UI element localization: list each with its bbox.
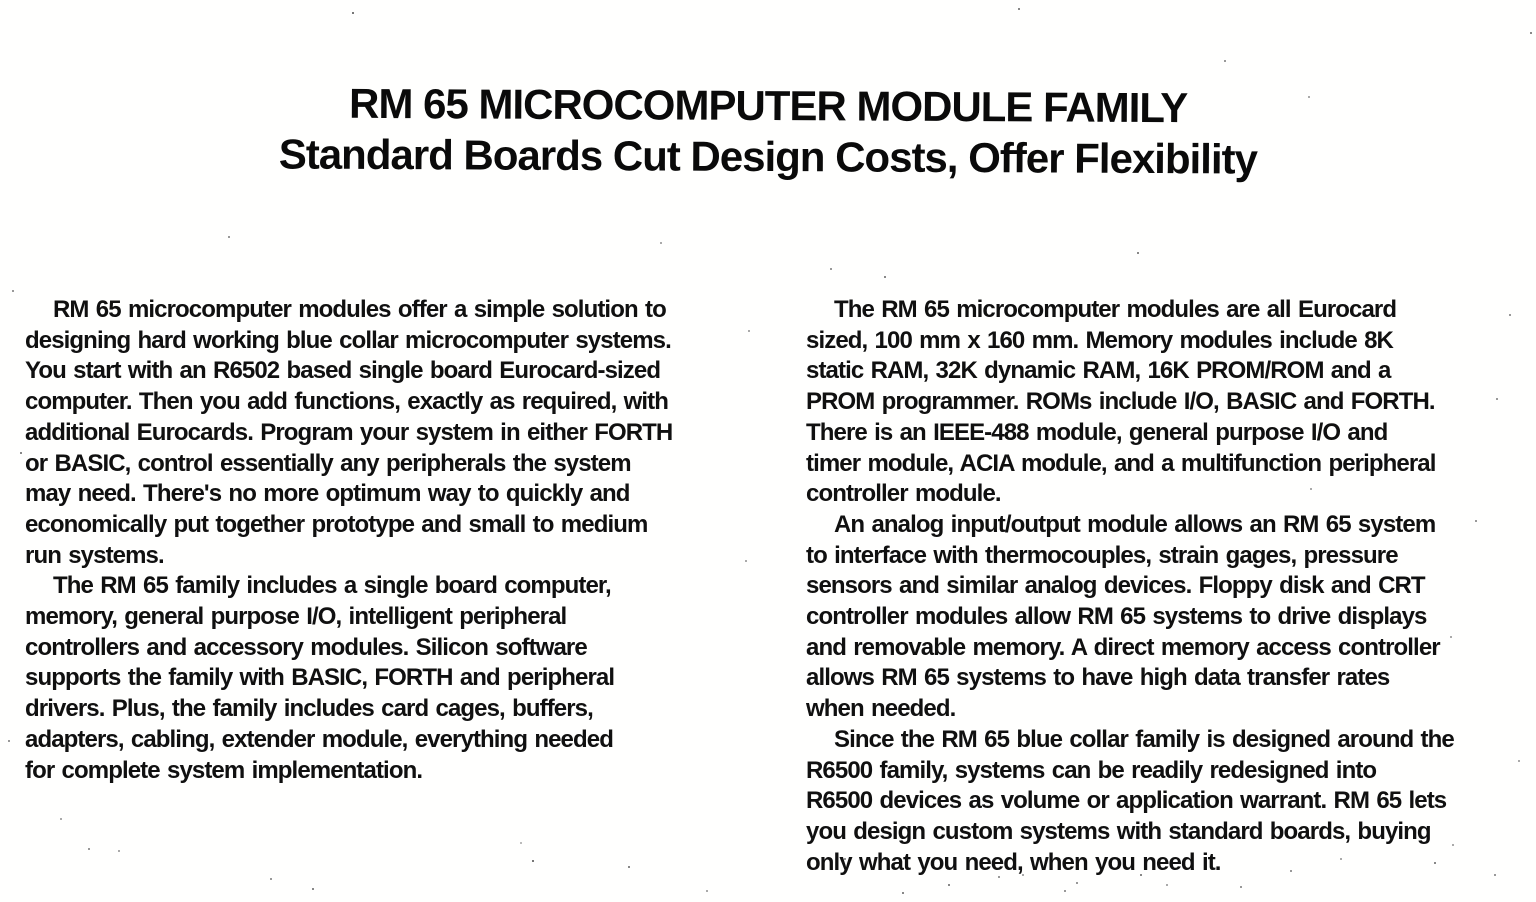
text-line: designing hard working blue collar microcomputer systems. — [25, 326, 671, 354]
text-line: static RAM, 32K dynamic RAM, 16K PROM/ROM and a — [806, 357, 1391, 385]
paragraph — [25, 571, 743, 786]
text-line: timer module, ACIA module, and a multifunction peripheral — [806, 449, 1436, 477]
text-line: economically put together prototype and small to medium — [25, 510, 648, 538]
text-line: when needed. — [806, 695, 956, 723]
text-line: sized, 100 mm x 160 mm. Memory modules include 8K — [806, 326, 1393, 354]
text-line: and removable memory. A direct memory access controller — [806, 633, 1440, 661]
text-line: The RM 65 microcomputer modules are all Eurocard — [834, 296, 1397, 323]
text-line: You start with an R6502 based single board Eurocard-sized — [25, 357, 661, 385]
text-line: PROM programmer. ROMs include I/O, BASIC and FORTH. — [806, 388, 1435, 416]
paragraph — [806, 295, 1512, 510]
text-line: may need. There's no more optimum way to quickly and — [25, 480, 630, 508]
text-line: you design custom systems with standard boards, buying — [806, 817, 1431, 845]
title-line-1: RM 65 MICROCOMPUTER MODULE FAMILY — [348, 79, 1188, 132]
text-line: drivers. Plus, the family includes card cages, buffers, — [25, 695, 593, 723]
text-line: sensors and similar analog devices. Floppy disk and CRT — [806, 572, 1425, 600]
text-line: memory, general purpose I/O, intelligent peripheral — [25, 603, 567, 631]
text-line: or BASIC, control essentially any peripherals the system — [25, 449, 631, 477]
text-line: adapters, cabling, extender module, everything needed — [25, 725, 613, 753]
text-line: controllers and accessory modules. Silicon software — [25, 633, 587, 661]
text-line: supports the family with BASIC, FORTH and peripheral — [25, 664, 615, 692]
text-line: to interface with thermocouples, strain gages, pressure — [806, 541, 1398, 569]
left-text-column — [25, 295, 743, 786]
text-line: controller module. — [806, 480, 1001, 508]
paragraph — [806, 725, 1512, 879]
text-line: for complete system implementation. — [25, 756, 423, 784]
page-title — [0, 76, 1536, 186]
text-line: only what you need, when you need it. — [806, 848, 1221, 876]
text-line: There is an IEEE-488 module, general purpose I/O and — [806, 418, 1388, 446]
text-line: allows RM 65 systems to have high data transfer rates — [806, 664, 1390, 692]
paragraph — [25, 295, 743, 571]
text-line: run systems. — [25, 541, 164, 569]
text-line: controller modules allow RM 65 systems to drive displays — [806, 603, 1427, 631]
text-line: additional Eurocards. Program your system in either FORTH — [25, 418, 673, 446]
title-line-2: Standard Boards Cut Design Costs, Offer Flexibility — [278, 130, 1258, 183]
text-line: The RM 65 family includes a single board computer, — [53, 572, 611, 600]
text-line: RM 65 microcomputer modules offer a simple solution to — [53, 296, 666, 323]
scan-noise — [0, 0, 2, 2]
text-line: Since the RM 65 blue collar family is designed around the — [834, 725, 1454, 753]
text-line: R6500 devices as volume or application warrant. RM 65 lets — [806, 787, 1447, 815]
text-line: computer. Then you add functions, exactly as required, with — [25, 388, 669, 416]
text-line: R6500 family, systems can be readily redesigned into — [806, 756, 1377, 784]
paragraph — [806, 510, 1512, 725]
text-line: An analog input/output module allows an RM 65 system — [834, 510, 1436, 538]
right-text-column — [806, 295, 1512, 878]
